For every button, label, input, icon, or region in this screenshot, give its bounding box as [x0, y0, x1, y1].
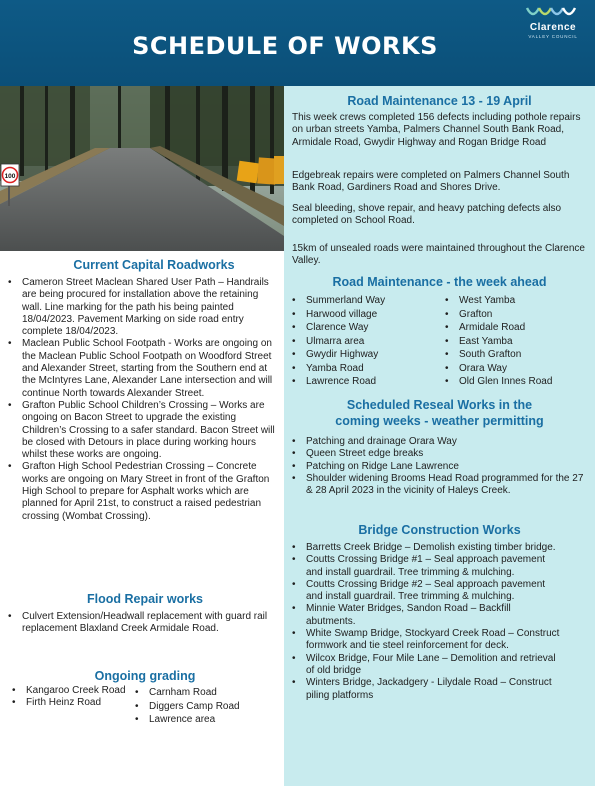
list-item: • Patching and drainage Orara Way — [288, 436, 590, 448]
road-maintenance-para-2: Edgebreak repairs were completed on Palmers Channel South Bank Road, Gardiners Road and Shores Drive. — [292, 170, 570, 194]
list-item: • Ulmarra area — [288, 335, 438, 349]
reseal-list — [288, 436, 590, 497]
list-item: • Lawrence Road — [288, 375, 438, 389]
list-item: • East Yamba — [441, 335, 591, 349]
council-logo — [521, 4, 585, 42]
list-item: • Grafton High School Pedestrian Crossing – Concrete works are ongoing on Mary Street in front of the Grafton High School to prepare for Asphalt works which are planned for April 21st, to construct a raised pedestrian crossing (Wombat Crossing). — [4, 461, 276, 522]
list-item: • South Grafton — [441, 348, 591, 362]
list-item: • Coutts Crossing Bridge #1 – Seal approach pavement and install guardrail. Tree trimming & mulching. — [288, 554, 560, 579]
road-maintenance-heading: Road Maintenance 13 - 19 April — [347, 94, 532, 108]
week-ahead-list-right — [441, 294, 591, 389]
list-item: • Grafton Public School Children’s Crossing – Works are ongoing on Bacon Street to upgrade the existing Children’s Crossing to a safer standard. Bacon Street will be closed with Detours in place during working hours whilst these works are ongoing. — [4, 400, 276, 461]
list-item: • Winters Bridge, Jackadgery - Lilydale Road – Construct piling platforms — [288, 677, 560, 702]
list-item: • Shoulder widening Brooms Head Road programmed for the 27 & 28 April 2023 in the vicinity of Haleys Creek. — [288, 473, 590, 498]
bridge-heading: Bridge Construction Works — [358, 523, 521, 537]
road-maintenance-para-3: Seal bleeding, shove repair, and heavy patching defects also completed on School Road. — [292, 203, 562, 227]
list-item: • Lawrence area — [131, 713, 281, 727]
list-item: • Carnham Road — [131, 686, 281, 700]
week-ahead-list-left — [288, 294, 438, 389]
road-maintenance-para-1: This week crews completed 156 defects including pothole repairs on urban streets Yamba, Palmers Channel South Bank Road, Armidale Road, Gwydir Highway and Rogan Bridge Road — [292, 112, 581, 148]
list-item: • Yamba Road — [288, 362, 438, 376]
list-item: • Armidale Road — [441, 321, 591, 335]
logo-waves-icon — [525, 4, 581, 22]
list-item: • Patching on Ridge Lane Lawrence — [288, 461, 590, 473]
grading-list-left — [8, 685, 126, 710]
list-item: • West Yamba — [441, 294, 591, 308]
list-item: • Cameron Street Maclean Shared User Path – Handrails are being procured for installation above the retaining wall. Line marking for the path his being painted 18/04/2023. Pavement Marking on side road entry complete 18/04/2023. — [4, 277, 276, 338]
list-item: • Kangaroo Creek Road — [8, 685, 126, 697]
list-item: • Barretts Creek Bridge – Demolish existing timber bridge. — [288, 542, 560, 554]
list-item: • Queen Street edge breaks — [288, 448, 590, 460]
logo-wordmark: Clarence — [529, 22, 577, 33]
logo-subtitle: VALLEY COUNCIL — [528, 34, 578, 39]
flood-heading: Flood Repair works — [87, 592, 203, 606]
flood-list — [4, 611, 276, 636]
list-item: • Summerland Way — [288, 294, 438, 308]
list-item: • Coutts Crossing Bridge #2 – Seal approach pavement and install guardrail. Tree trimming & mulching. — [288, 579, 560, 604]
list-item: • Diggers Camp Road — [131, 700, 281, 714]
road-photo — [0, 86, 284, 251]
bridge-list — [288, 542, 560, 702]
road-maintenance-para-4: 15km of unsealed roads were maintained throughout the Clarence Valley. — [292, 243, 585, 267]
list-item: • Culvert Extension/Headwall replacement with guard rail replacement Blaxland Creek Armidale Road. — [4, 611, 276, 636]
reseal-heading-line-2: coming weeks - weather permitting — [335, 414, 544, 428]
list-item: • Wilcox Bridge, Four Mile Lane – Demolition and retrieval of old bridge — [288, 653, 560, 678]
grading-list-right — [131, 686, 281, 727]
grading-heading: Ongoing grading — [94, 669, 196, 683]
list-item: • Gwydir Highway — [288, 348, 438, 362]
list-item: • Firth Heinz Road — [8, 697, 126, 709]
reseal-heading-line-1: Scheduled Reseal Works in the — [346, 398, 533, 412]
list-item: • Maclean Public School Footpath - Works are ongoing on the Maclean Public School Footpath on Woodford Street and Alexander Street, starting from the Southern end at the McIntyres Lane, Alexander Lane intersection and will continue North towards Alexander Street. — [4, 338, 276, 399]
speed-sign-text: 100 — [4, 173, 16, 180]
list-item: • Orara Way — [441, 362, 591, 376]
list-item: • White Swamp Bridge, Stockyard Creek Road – Construct formwork and tie steel reinforcement for deck. — [288, 628, 560, 653]
list-item: • Clarence Way — [288, 321, 438, 335]
capital-heading: Current Capital Roadworks — [73, 258, 235, 272]
week-ahead-heading: Road Maintenance - the week ahead — [332, 275, 547, 289]
list-item: • Harwood village — [288, 308, 438, 322]
list-item: • Grafton — [441, 308, 591, 322]
page-header — [0, 0, 595, 86]
capital-list — [4, 277, 276, 523]
list-item: • Old Glen Innes Road — [441, 375, 591, 389]
list-item: • Minnie Water Bridges, Sandon Road – Backfill abutments. — [288, 603, 560, 628]
page-title: SCHEDULE OF WORKS — [132, 32, 438, 60]
